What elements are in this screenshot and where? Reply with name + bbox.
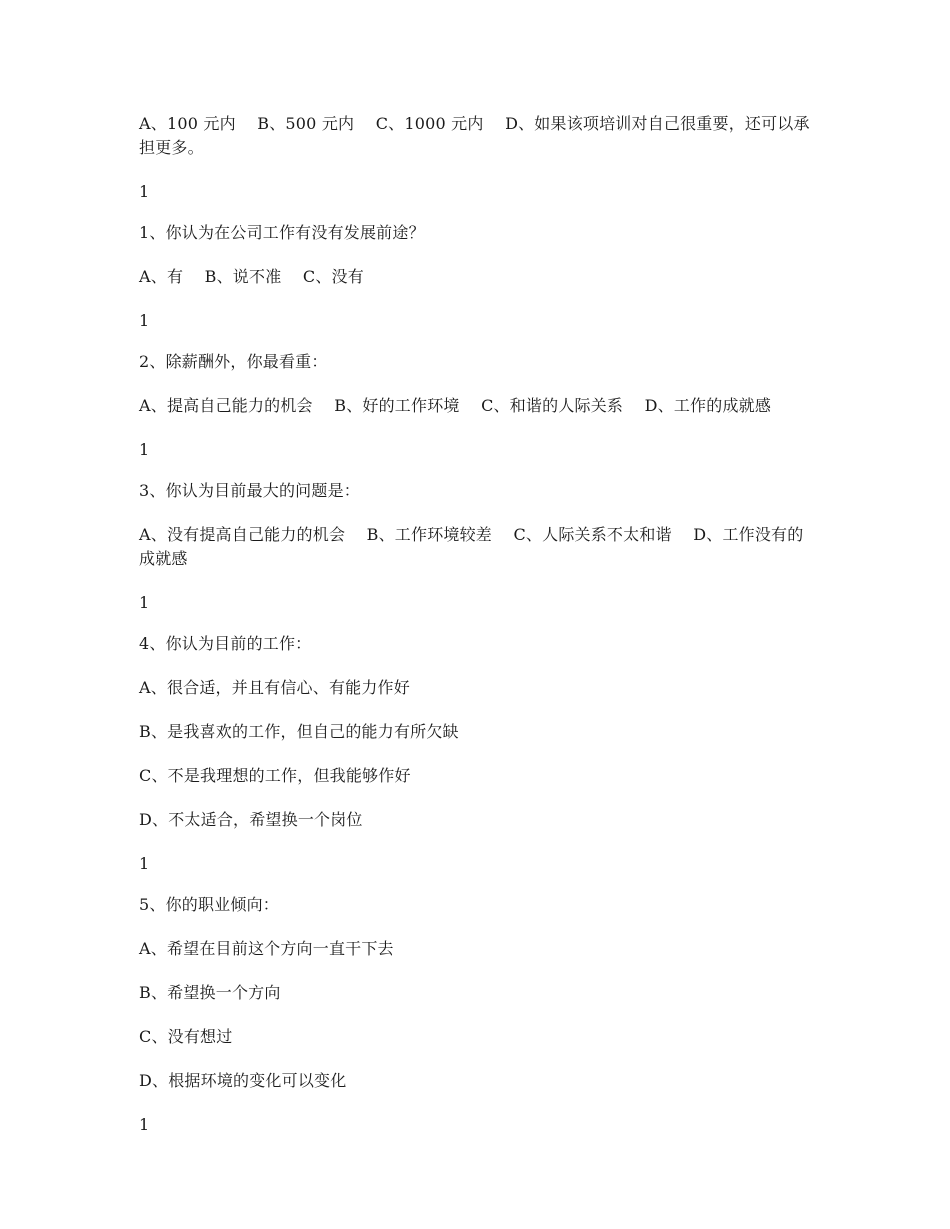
question-5: 5、你的职业倾向： [139,895,279,914]
question-4-option-c: C、不是我理想的工作，但我能够作好 [139,766,411,785]
question-1-options: A、有 B、说不准 C、没有 [139,267,364,286]
page-number: 1 [139,311,150,330]
question-4-option-a: A、很合适，并且有信心、有能力作好 [139,678,410,697]
question-3: 3、你认为目前最大的问题是： [139,481,360,500]
question-4-option-d: D、不太适合，希望换一个岗位 [139,810,363,829]
question-5-option-c: C、没有想过 [139,1027,233,1046]
question-1: 1、你认为在公司工作有没有发展前途？ [139,223,425,242]
question-2: 2、除薪酬外，你最看重： [139,352,328,371]
page-number: 1 [139,440,150,459]
question-5-option-d: D、根据环境的变化可以变化 [139,1071,347,1090]
page-number: 1 [139,182,150,201]
page-number: 1 [139,1115,150,1134]
question-4-option-b: B、是我喜欢的工作，但自己的能力有所欠缺 [139,722,459,741]
question-5-option-a: A、希望在目前这个方向一直干下去 [139,939,394,958]
question-5-option-b: B、希望换一个方向 [139,983,281,1002]
page-number: 1 [139,593,150,612]
document-page [139,112,811,1154]
page-number: 1 [139,854,150,873]
question-4: 4、你认为目前的工作： [139,634,312,653]
training-cost-options: A、100 元内 B、500 元内 C、1000 元内 D、如果该项培训对自己很重要，还可以承担更多。 [139,114,810,157]
question-2-options: A、提高自己能力的机会 B、好的工作环境 C、和谐的人际关系 D、工作的成就感 [139,396,772,415]
question-3-options: A、没有提高自己能力的机会 B、工作环境较差 C、人际关系不太和谐 D、工作没有的成就感 [139,525,804,568]
